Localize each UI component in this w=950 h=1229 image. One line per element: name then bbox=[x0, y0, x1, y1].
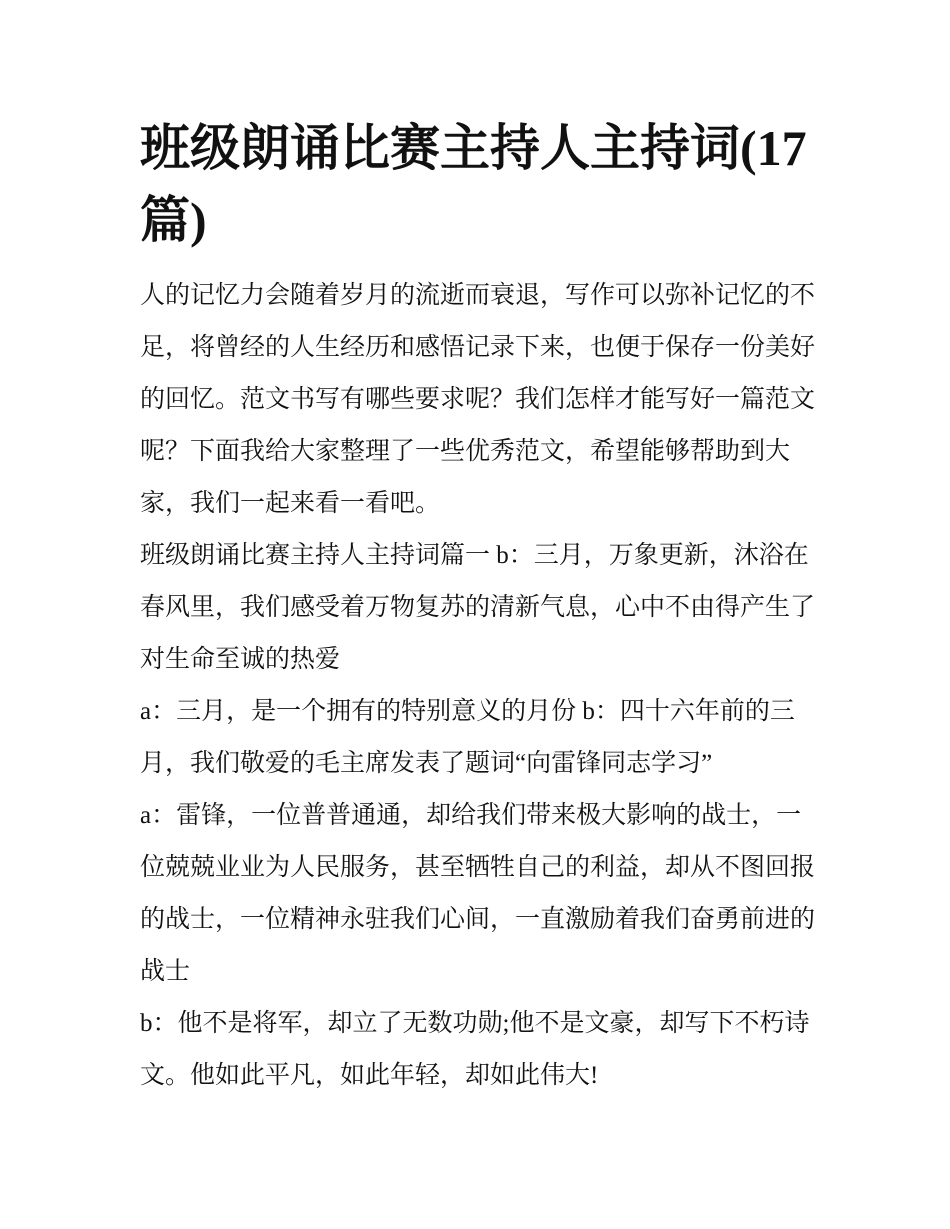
document-title: 班级朗诵比赛主持人主持词(17篇) bbox=[140, 120, 807, 248]
paragraph: b：他不是将军，却立了无数功勋;他不是文豪，却写下不朽诗文。他如此平凡，如此年轻，却如此伟大! bbox=[140, 1010, 810, 1089]
paragraph: 班级朗诵比赛主持人主持词篇一 b：三月，万象更新，沐浴在春风里，我们感受着万物复苏的清新气息，心中不由得产生了对生命至诚的热爱 bbox=[140, 542, 816, 673]
paragraph: a：三月，是一个拥有的特别意义的月份 b：四十六年前的三月，我们敬爱的毛主席发表了题词“向雷锋同志学习” bbox=[140, 698, 795, 777]
paragraph: 人的记忆力会随着岁月的流逝而衰退，写作可以弥补记忆的不足，将曾经的人生经历和感悟记录下来，也便于保存一份美好的回忆。范文书写有哪些要求呢？我们怎样才能写好一篇范文呢？下面我给大家整理了一些优秀范文，希望能够帮助到大家，我们一起来看一看吧。 bbox=[140, 282, 816, 517]
document-body bbox=[140, 270, 822, 1102]
paragraph: a：雷锋，一位普普通通，却给我们带来极大影响的战士，一位兢兢业业为人民服务，甚至牺牲自己的利益，却从不图回报的战士，一位精神永驻我们心间，一直激励着我们奋勇前进的战士 bbox=[140, 802, 816, 985]
